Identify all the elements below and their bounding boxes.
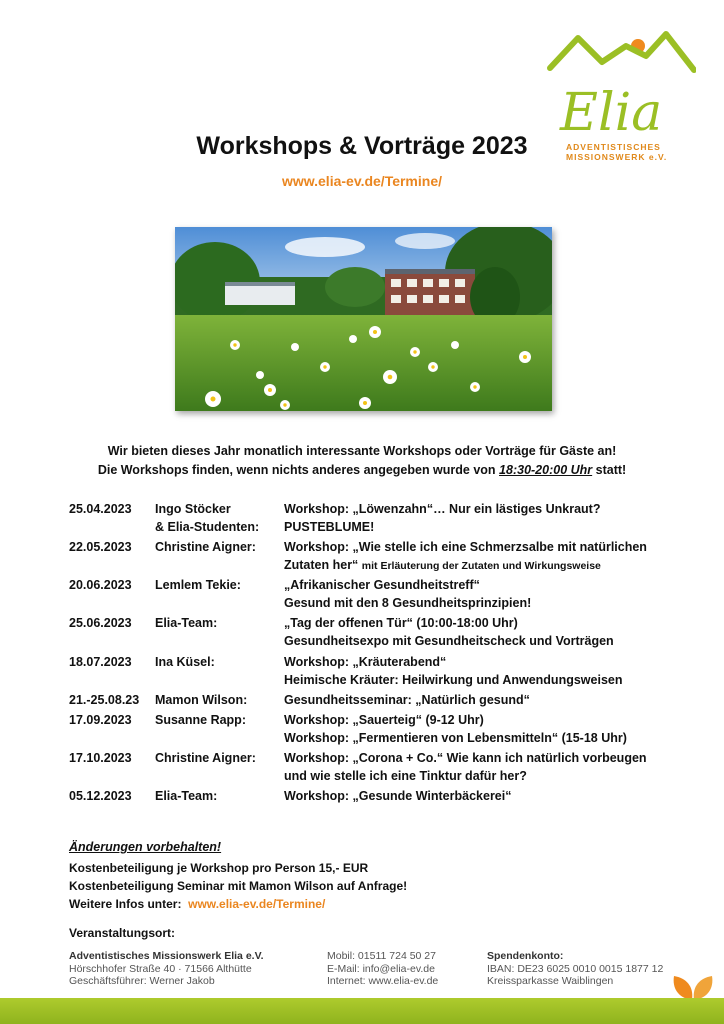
event-date: 22.05.2023 <box>69 540 132 554</box>
logo-line2: MISSIONSWERK e.V. <box>566 152 668 162</box>
changes-notice: Änderungen vorbehalten! <box>69 840 222 854</box>
event-host: Mamon Wilson: <box>155 693 248 707</box>
event-host: Susanne Rapp: <box>155 713 246 727</box>
cost-workshop: Kostenbeteiligung je Workshop pro Person 15,- EUR <box>69 861 369 875</box>
event-description: Workshop: „Kräuterabend“ Heimische Kräuter: Heilwirkung und Anwendungsweisen <box>284 655 623 687</box>
donation-account: Spendenkonto: IBAN: DE23 6025 0010 0015 1877 12 Kreissparkasse Waiblingen <box>487 950 664 987</box>
event-date: 25.06.2023 <box>69 616 132 630</box>
event-host: Lemlem Tekie: <box>155 578 241 592</box>
event-row <box>69 787 709 807</box>
event-date: 18.07.2023 <box>69 655 132 669</box>
footer-notes <box>69 838 407 913</box>
event-host: Christine Aigner: <box>155 540 256 554</box>
website-link[interactable]: Internet: www.elia-ev.de <box>327 975 439 987</box>
event-date: 20.06.2023 <box>69 578 132 592</box>
event-host: Elia-Team: <box>155 616 218 630</box>
event-description: Workshop: „Sauerteig“ (9-12 Uhr) Workshop: „Fermentieren von Lebensmitteln“ (15-18 Uhr) <box>284 713 627 745</box>
event-row <box>69 749 709 787</box>
event-row <box>69 691 709 711</box>
venue-label: Veranstaltungsort: <box>69 926 176 940</box>
event-host: Ina Küsel: <box>155 655 215 669</box>
event-description: „Tag der offenen Tür“ (10:00-18:00 Uhr) Gesundheitsexpo mit Gesundheitscheck und Vorträgen <box>284 616 614 648</box>
intro-line-1: Wir bieten dieses Jahr monatlich interessante Workshops oder Vorträge für Gäste an! <box>107 444 617 458</box>
event-row <box>69 500 709 538</box>
header-url-link[interactable]: www.elia-ev.de/Termine/ <box>281 173 442 189</box>
more-info: Weitere Infos unter: www.elia-ev.de/Termine/ <box>69 897 326 911</box>
logo-word: Elia <box>560 83 663 143</box>
mountain-logo-icon <box>546 26 696 144</box>
event-description: Workshop: „Gesunde Winterbäckerei“ <box>284 789 512 803</box>
event-host: Elia-Team: <box>155 789 218 803</box>
event-date: 17.10.2023 <box>69 751 132 765</box>
event-date: 05.12.2023 <box>69 789 132 803</box>
event-description: Workshop: „Corona + Co.“ Wie kann ich natürlich vorbeugen und wie stelle ich eine Tinktur dafür her? <box>284 751 647 783</box>
event-date: 21.-25.08.23 <box>69 693 140 707</box>
event-list <box>69 500 709 807</box>
page-title: Workshops & Vorträge 2023 <box>196 132 528 160</box>
event-row <box>69 576 709 614</box>
email-link[interactable]: E-Mail: info@elia-ev.de <box>327 962 435 975</box>
event-row <box>69 653 709 691</box>
contact-details: Mobil: 01511 724 50 27 E-Mail: info@elia-ev.de Internet: www.elia-ev.de <box>327 950 439 987</box>
intro-line-2: Die Workshops finden, wenn nichts anderes angegeben wurde von 18:30-20:00 Uhr statt! <box>97 463 627 477</box>
logo-line1: ADVENTISTISCHES <box>566 142 661 152</box>
event-date: 25.04.2023 <box>69 502 132 516</box>
cost-seminar: Kostenbeteiligung Seminar mit Mamon Wilson auf Anfrage! <box>69 879 408 893</box>
event-description: Workshop: „Wie stelle ich eine Schmerzsalbe mit natürlichen Zutaten her“ mit Erläuterung der Zutaten und Wirkungsweise <box>284 540 647 572</box>
time-range: 18:30-20:00 Uhr <box>499 463 593 477</box>
event-host: Christine Aigner: <box>155 751 256 765</box>
event-row <box>69 538 709 576</box>
bottom-green-bar <box>0 998 724 1024</box>
event-host: Ingo Stöcker & Elia-Studenten: <box>155 502 260 534</box>
event-date: 17.09.2023 <box>69 713 132 727</box>
contact-org: Adventistisches Missionswerk Elia e.V. Hörschhofer Straße 40 · 71566 Althütte Geschäftsführer: Werner Jakob <box>69 950 264 987</box>
info-url-link[interactable]: www.elia-ev.de/Termine/ <box>188 897 326 911</box>
event-description: Workshop: „Löwenzahn“… Nur ein lästiges Unkraut? PUSTEBLUME! <box>284 502 601 534</box>
event-row <box>69 614 709 653</box>
event-description: „Afrikanischer Gesundheitstreff“ Gesund mit den 8 Gesundheitsprinzipien! <box>284 578 532 610</box>
event-description: Gesundheitsseminar: „Natürlich gesund“ <box>284 693 530 707</box>
event-row <box>69 711 709 749</box>
meadow-building-photo <box>175 227 552 411</box>
